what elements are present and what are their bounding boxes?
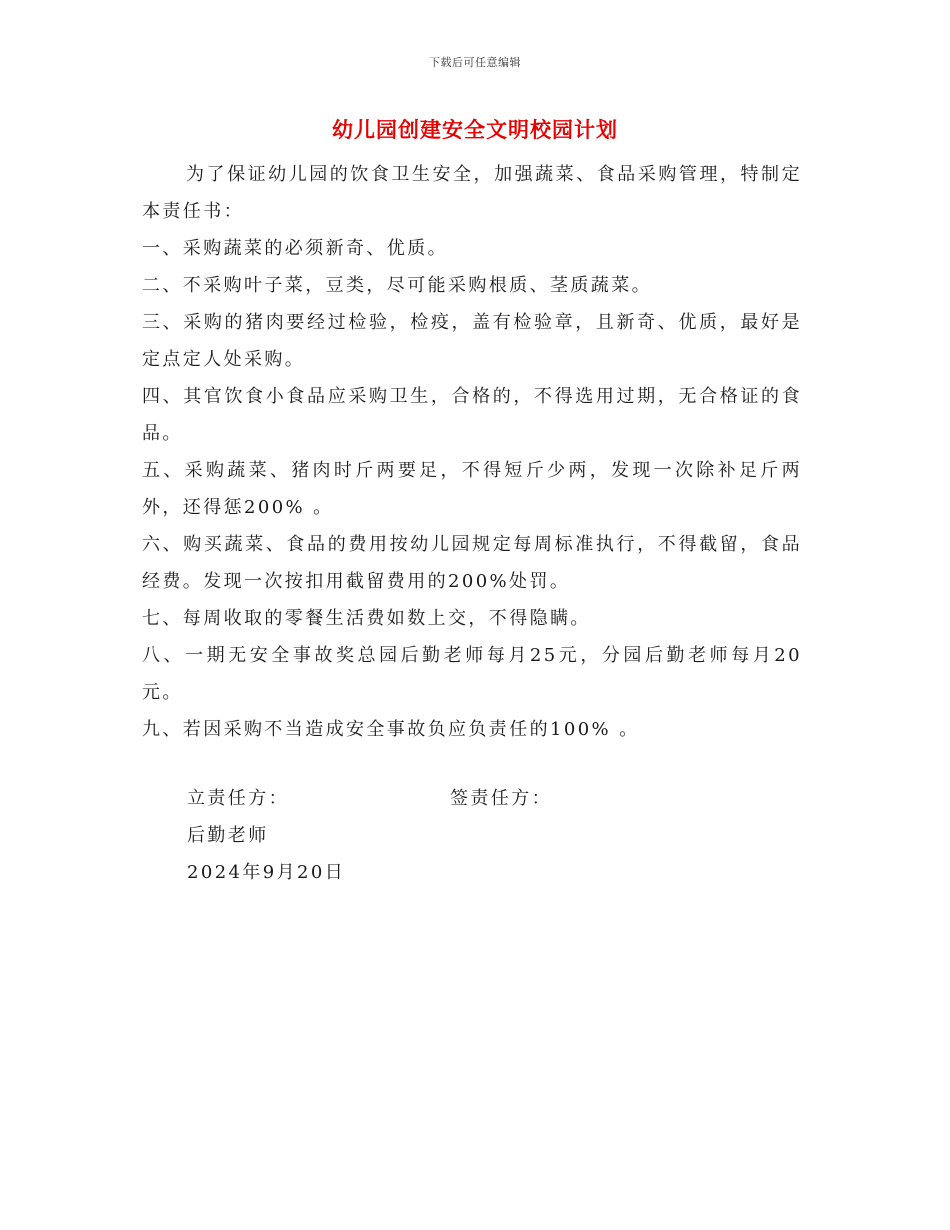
clause-2: 二、不采购叶子菜，豆类，尽可能采购根质、茎质蔬菜。 — [142, 275, 652, 296]
clause-7: 七、每周收取的零餐生活费如数上交，不得隐瞒。 — [142, 608, 591, 629]
signature-date: 2024年9月20日 — [187, 862, 346, 883]
signature-block — [187, 780, 787, 891]
party-b-label: 签责任方： — [450, 788, 552, 809]
clause-4: 四、其官饮食小食品应采购卫生，合格的，不得选用过期，无合格证的食品。 — [142, 386, 802, 444]
clause-5: 五、采购蔬菜、猪肉时斤两要足，不得短斤少两，发现一次除补足斤两外，还得惩200% 。 — [142, 460, 802, 518]
clause-3: 三、采购的猪肉要经过检验，检疫，盖有检验章，且新奇、优质，最好是定点定人处采购。 — [142, 312, 802, 370]
party-a-name: 后勤老师 — [187, 825, 269, 846]
clause-8: 八、一期无安全事故奖总园后勤老师每月25元，分园后勤老师每月20元。 — [142, 645, 802, 703]
intro-paragraph: 为了保证幼儿园的饮食卫生安全，加强蔬菜、食品采购管理，特制定本责任书： — [142, 164, 802, 222]
party-a-label: 立责任方： — [187, 788, 289, 809]
document-title: 幼儿园创建安全文明校园计划 — [332, 117, 618, 142]
clause-1: 一、采购蔬菜的必须新奇、优质。 — [142, 238, 448, 259]
header-note: 下载后可任意编辑 — [429, 56, 521, 69]
signature-parties-row — [187, 780, 787, 817]
clause-6: 六、购买蔬菜、食品的费用按幼儿园规定每周标准执行，不得截留，食品经费。发现一次按扣用截留费用的200%处罚。 — [142, 534, 802, 592]
clause-9: 九、若因采购不当造成安全事故负应负责任的100% 。 — [142, 719, 640, 740]
document-body — [142, 156, 802, 748]
